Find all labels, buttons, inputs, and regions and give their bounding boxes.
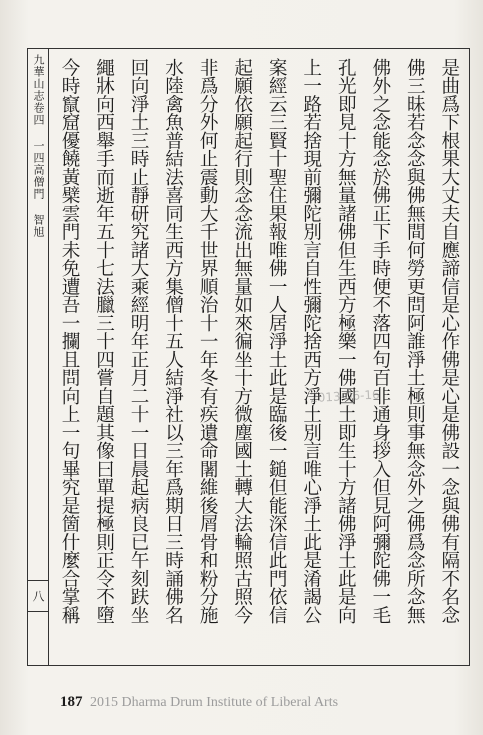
text-column: 上一路若捨現前彌陀別言自性彌陀捨西方淨土別言唯心淨土此是淆謁公 bbox=[300, 58, 322, 624]
running-header: 九華山志卷四 一四高僧門 智旭 bbox=[32, 54, 45, 238]
text-column: 水陸禽魚普結法喜同生西方集僧十五人結淨社以三年爲期日三時誦佛名 bbox=[162, 58, 184, 624]
text-column: 繩牀向西舉手而逝年五十七法臘三十四嘗自題其像曰單提極則正令不墮 bbox=[93, 58, 115, 624]
text-column: 案經云三賢十聖住果報唯佛一人居淨土此是臨後一鎚但能深信此門依信 bbox=[266, 58, 288, 624]
margin-rule bbox=[48, 48, 49, 666]
text-column: 佛外之念能念於佛正下手時便不落四句百非通身拶入但見阿彌陀佛一毛 bbox=[369, 58, 391, 624]
page-number: 187 bbox=[60, 694, 83, 710]
date-watermark: 2013-06-16 bbox=[309, 387, 381, 406]
text-column: 是曲爲下根果大丈夫自應諦信是心作佛是心是佛設一念與佛有隔不名念 bbox=[438, 58, 460, 624]
folio-mark: 八 bbox=[28, 580, 48, 612]
copyright-watermark: 2015 Dharma Drum Institute of Liberal Arts bbox=[90, 695, 339, 710]
text-column: 非爲分外何止震動大千世界順治十一年冬有疾遺命闍維後屑骨和粉分施 bbox=[197, 58, 219, 624]
text-columns bbox=[50, 50, 468, 662]
text-column: 佛三昧若念念與佛無間何勞更問阿誰淨土極則事無念外之佛爲念所念無 bbox=[404, 58, 426, 624]
text-column: 起願依願起行則念念流出無量如來徧坐十方微塵國土轉大法輪照古照今 bbox=[231, 58, 253, 624]
text-column: 今時竄窟優饒黃檗雲門未免遭吾一攔且問向上一句畢究是箇什麼合掌稱 bbox=[59, 58, 80, 624]
text-column: 孔光即見十方無量諸佛但生西方極樂一佛國土即生十方諸佛淨土此是向 bbox=[335, 58, 357, 624]
text-column: 回向淨土三時止靜研究諸大乘經明年正月二十一日晨起病良已午刻趺坐 bbox=[128, 58, 150, 624]
page-footer bbox=[60, 694, 460, 716]
